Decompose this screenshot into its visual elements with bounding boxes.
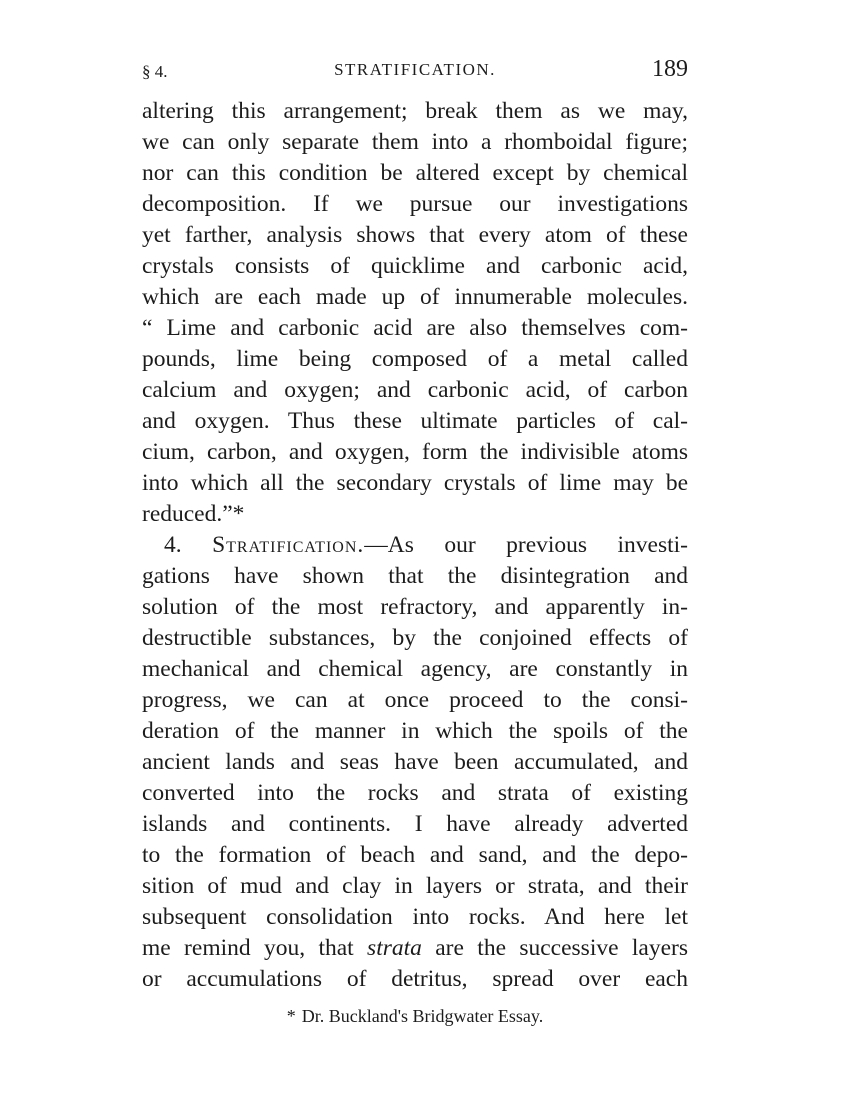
text-line: islands and continents. I have already adverted xyxy=(142,811,688,837)
text-line: nor can this condition be altered except by chemical xyxy=(142,160,688,186)
section-number: 4. xyxy=(164,532,182,558)
text-line: subsequent consolidation into rocks. And here let xyxy=(142,904,688,930)
footnote-text: Dr. Buckland's Bridgwater Essay. xyxy=(301,1006,544,1026)
text-line: cium, carbon, and oxygen, form the indivisible atoms xyxy=(142,439,688,465)
body-text xyxy=(142,96,688,995)
text-line: ancient lands and seas have been accumulated, and xyxy=(142,749,688,775)
paragraph-continuation xyxy=(142,96,688,530)
footnote-mark: * xyxy=(286,1006,296,1026)
text-line: solution of the most refractory, and apparently in- xyxy=(142,594,688,620)
text-line: reduced.”* xyxy=(142,501,245,527)
text-line: “ Lime and carbonic acid are also themselves com- xyxy=(142,315,688,341)
text-line: decomposition. If we pursue our investigations xyxy=(142,191,688,217)
text-line: altering this arrangement; break them as we may, xyxy=(142,98,688,124)
page-number: 189 xyxy=(652,56,688,82)
text-segment: are the successive layers xyxy=(421,935,688,961)
text-line: calcium and oxygen; and carbonic acid, of carbon xyxy=(142,377,688,403)
text-line: to the formation of beach and sand, and the depo- xyxy=(142,842,688,868)
text-line: mechanical and chemical agency, are constantly in xyxy=(142,656,688,682)
text-line: deration of the manner in which the spoils of the xyxy=(142,718,688,744)
text-line: into which all the secondary crystals of lime may be xyxy=(142,470,688,496)
text-line: we can only separate them into a rhomboidal figure; xyxy=(142,129,688,155)
text-line-with-italic xyxy=(142,933,688,964)
section-marker: § 4. xyxy=(142,62,168,81)
text-line: and oxygen. Thus these ultimate particles of cal- xyxy=(142,408,688,434)
section-first-line-text: —As our previous investi- xyxy=(364,532,688,558)
section-paragraph xyxy=(142,530,688,995)
section-heading: Stratification. xyxy=(212,532,365,558)
italic-term: strata xyxy=(367,935,422,961)
text-line: crystals consists of quicklime and carbonic acid, xyxy=(142,253,688,279)
text-line: destructible substances, by the conjoined effects of xyxy=(142,625,688,651)
text-line: progress, we can at once proceed to the consi- xyxy=(142,687,688,713)
section-first-line xyxy=(142,530,688,561)
text-segment: me remind you, that xyxy=(142,935,368,961)
text-line: converted into the rocks and strata of existing xyxy=(142,780,688,806)
text-line: which are each made up of innumerable molecules. xyxy=(142,284,688,310)
running-title: STRATIFICATION. xyxy=(334,60,496,79)
text-line: yet farther, analysis shows that every atom of these xyxy=(142,222,688,248)
text-line: gations have shown that the disintegration and xyxy=(142,563,688,589)
text-line: sition of mud and clay in layers or strata, and their xyxy=(142,873,688,899)
footnote xyxy=(142,1006,688,1027)
running-header xyxy=(142,56,688,88)
text-line: or accumulations of detritus, spread over each xyxy=(142,966,688,992)
text-line: pounds, lime being composed of a metal called xyxy=(142,346,688,372)
